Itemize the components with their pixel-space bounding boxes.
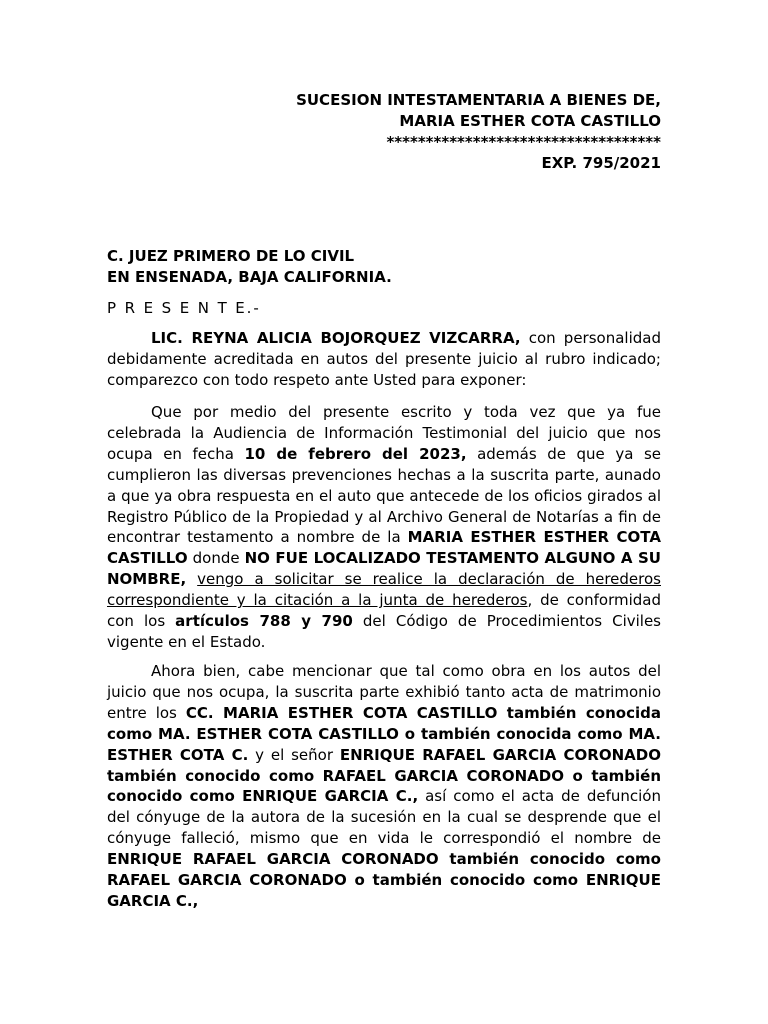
- addressee-block: [107, 246, 392, 288]
- deceased-name: MARIA ESTHER ESTHER COTA CASTILLO: [107, 528, 661, 568]
- attorney-name: LIC. REYNA ALICIA BOJORQUEZ VIZCARRA,: [151, 329, 521, 347]
- paragraph-2-text-c: donde: [187, 549, 245, 568]
- paragraph-2-text-b: además de que ya se cumplieron las diversas prevenciones hechas a la suscrita parte, aunado a que ya obra respuesta en el auto que antecede de los oficios girados al Registro Público de la Propiedad y al Archivo General de Notarías a fin de encontrar testamento a nombre de la: [107, 444, 661, 547]
- case-header: [296, 90, 661, 174]
- paragraph-3: [107, 661, 661, 912]
- spouse-names-3: ENRIQUE RAFAEL GARCIA CORONADO también conocido como RAFAEL GARCIA CORONADO o también conocido como ENRIQUE GARCIA C.,: [107, 850, 661, 910]
- paragraph-2: [107, 402, 661, 653]
- separator-stars: ***********************************: [386, 133, 661, 151]
- addressee-line1: C. JUEZ PRIMERO DE LO CIVIL: [107, 247, 355, 265]
- articles-reference: artículos 788 y 790: [175, 612, 353, 631]
- hearing-date: 10 de febrero del 2023,: [244, 444, 467, 463]
- paragraph-1-text: con personalidad debidamente acreditada en autos del presente juicio al rubro indicado; comparezco con todo respeto ante Usted para exponer:: [107, 329, 661, 389]
- paragraph-3-text-a: Ahora bien, cabe mencionar que tal como obra en los autos del juicio que nos ocupa, la suscrita parte exhibió tanto acta de matrimonio entre los: [107, 662, 661, 722]
- paragraph-2-space: [186, 570, 197, 588]
- case-title-line2: MARIA ESTHER COTA CASTILLO: [399, 112, 661, 130]
- request-underlined: vengo a solicitar se realice la declaración de herederos correspondiente y la citación a la junta de herederos: [107, 570, 661, 610]
- paragraph-2-text-d: , de conformidad con los: [107, 591, 661, 631]
- paragraph-3-text-c: así como el acta de defunción del cónyuge de la autora de la sucesión en la cual se desprende que el cónyuge falleció, mismo que en vida le correspondió el nombre de: [107, 787, 661, 848]
- salutation: P R E S E N T E.-: [107, 299, 261, 317]
- spouse-names-1: CC. MARIA ESTHER COTA CASTILLO también conocida como MA. ESTHER COTA CASTILLO o también conocida como MA. ESTHER COTA C.: [107, 703, 661, 764]
- paragraph-3-text-b: y el señor: [248, 745, 340, 764]
- paragraph-2-text-a: Que por medio del presente escrito y toda vez que ya fue celebrada la Audiencia de Información Testimonial del juicio que nos ocupa en fecha: [107, 403, 661, 463]
- spouse-names-2: ENRIQUE RAFAEL GARCIA CORONADO también conocido como RAFAEL GARCIA CORONADO o también conocido como ENRIQUE GARCIA C.,: [107, 745, 661, 806]
- no-will-found: NO FUE LOCALIZADO TESTAMENTO ALGUNO A SU NOMBRE,: [107, 549, 661, 589]
- paragraph-2-text-e: del Código de Procedimientos Civiles vigente en el Estado.: [107, 612, 661, 651]
- addressee-line2: EN ENSENADA, BAJA CALIFORNIA.: [107, 268, 392, 286]
- case-title-line1: SUCESION INTESTAMENTARIA A BIENES DE,: [296, 91, 661, 109]
- paragraph-1: [107, 328, 661, 391]
- case-number: EXP. 795/2021: [541, 154, 661, 172]
